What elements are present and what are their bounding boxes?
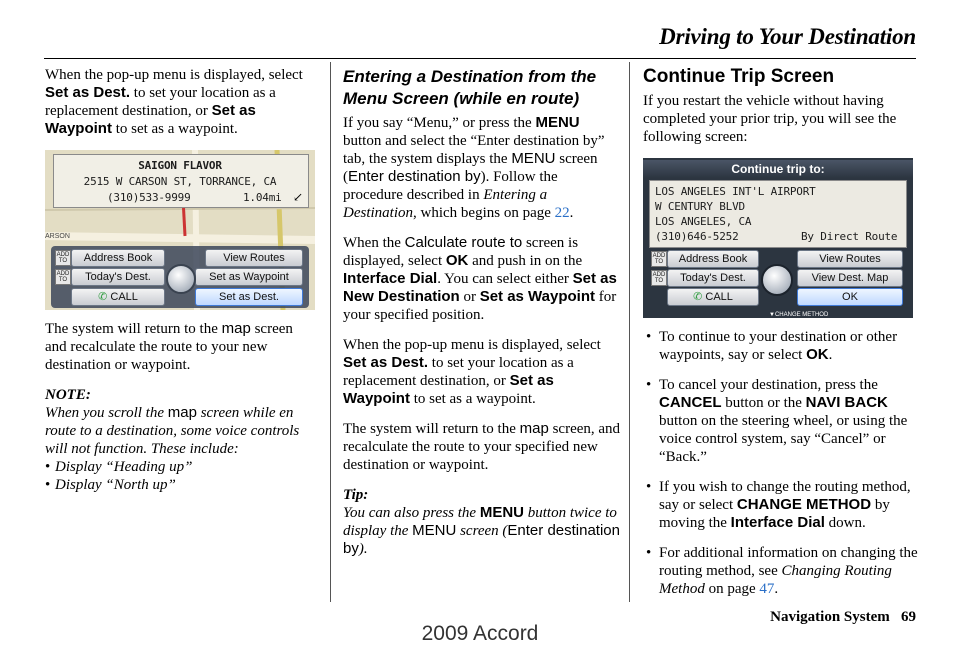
- list-item: • Display “Heading up”: [45, 458, 317, 476]
- change-method-hint[interactable]: ▼CHANGE METHOD: [769, 312, 829, 318]
- route-method: By Direct Route: [801, 230, 898, 243]
- tip-text: You can also press the MENU button twice to display the MENU screen (Enter destination by).: [343, 504, 620, 557]
- section-heading-menu-screen: Entering a Destination from the Menu Screen (while en route): [343, 67, 597, 108]
- watermark: 2009 Accord: [421, 622, 539, 645]
- todays-dest-button[interactable]: Today's Dest.: [667, 269, 759, 287]
- phone-icon: ✆: [693, 291, 703, 303]
- tip-block: [343, 486, 621, 558]
- column-3: [643, 66, 918, 610]
- list-item: • For additional information on changing the routing method, see Changing Routing Method on page 47.: [643, 544, 918, 598]
- list-item: • To cancel your destination, press the CANCEL button or the NAVI BACK button on the steering wheel, or using the voice control system, say “Cancel” or “Back.”: [643, 376, 918, 466]
- column-1: [45, 66, 317, 494]
- page-link-22[interactable]: 22: [554, 205, 570, 221]
- popup-menu-paragraph: When the pop-up menu is displayed, select Set as Dest. to set your location as a replacement destination, or Set as Waypoint to set as a waypoint.: [45, 67, 303, 137]
- destination-city: LOS ANGELES, CA: [655, 215, 752, 228]
- page-number: 69: [901, 609, 916, 625]
- page-title: Driving to Your Destination: [659, 24, 916, 49]
- popup-menu-paragraph-2: When the pop-up menu is displayed, select Set as Dest. to set your location as a replacement destination, or Set as Waypoint to set as a waypoint.: [343, 337, 601, 407]
- list-item: • If you wish to change the routing method, say or select CHANGE METHOD by moving the Interface Dial down.: [643, 478, 918, 532]
- add-to-icon: ADD TO: [56, 252, 70, 264]
- set-as-dest-button[interactable]: Set as Dest.: [195, 288, 303, 306]
- call-button[interactable]: ✆ CALL: [71, 288, 165, 306]
- view-dest-map-button[interactable]: View Dest. Map: [797, 269, 903, 287]
- continue-trip-title: Continue trip to:: [643, 160, 913, 178]
- continue-trip-bullets: [643, 328, 918, 598]
- page-link-47[interactable]: 47: [759, 581, 775, 597]
- set-as-waypoint-button[interactable]: Set as Waypoint: [195, 268, 303, 286]
- todays-dest-button[interactable]: Today's Dest.: [71, 268, 165, 286]
- view-routes-button[interactable]: View Routes: [205, 249, 303, 267]
- ok-button[interactable]: OK: [797, 288, 903, 306]
- address-book-button[interactable]: Address Book: [71, 249, 165, 267]
- add-to-icon: ADD TO: [652, 253, 666, 265]
- column-divider-2: [629, 62, 630, 602]
- phone-icon: ✆: [98, 291, 108, 303]
- column-divider-1: [330, 62, 331, 602]
- column-2: [343, 66, 621, 558]
- destination-name: LOS ANGELES INT'L AIRPORT: [655, 185, 816, 198]
- address-book-button[interactable]: Address Book: [667, 250, 759, 268]
- direction-arrow-icon: ↙: [293, 190, 304, 204]
- list-item: • Display “North up”: [45, 476, 317, 494]
- return-to-map-paragraph: The system will return to the map screen and recalculate the route to your new destination or waypoint.: [45, 320, 293, 373]
- place-phone: (310)533-9999: [107, 191, 191, 204]
- place-address: 2515 W CARSON ST, TORRANCE, CA: [83, 175, 277, 188]
- return-to-map-paragraph-2: The system will return to the map screen, and recalculate the route to your specified new destination or waypoint.: [343, 420, 621, 473]
- list-item: • To continue to your destination or other waypoints, say or select OK.: [643, 328, 918, 364]
- footer-section: Navigation System: [770, 609, 890, 625]
- calculate-route-paragraph: When the Calculate route to screen is displayed, select OK and push in on the Interface Dial. You can select either Set as New Destination or Set as Waypoint for your specified position.: [343, 234, 617, 323]
- interface-dial-icon: [761, 264, 793, 296]
- add-to-icon: ADD TO: [652, 272, 666, 284]
- add-to-icon: ADD TO: [56, 271, 70, 283]
- header-rule: [44, 58, 916, 59]
- tip-label: Tip:: [343, 487, 369, 503]
- note-block: [45, 386, 317, 494]
- menu-paragraph: If you say “Menu,” or press the MENU button and select the “Enter destination by” tab, the system displays the MENU screen (Enter destination by). Follow the procedure described in Entering a Destination, which begins on page 22.: [343, 114, 605, 221]
- interface-dial-icon: [166, 264, 196, 294]
- popup-menu-screenshot: [45, 150, 315, 310]
- continue-trip-screenshot: [643, 158, 913, 318]
- place-distance: 1.04mi: [243, 191, 282, 204]
- section-heading-continue-trip: Continue Trip Screen: [643, 66, 835, 87]
- destination-phone: (310)646-5252: [655, 230, 739, 243]
- note-list: [45, 458, 317, 494]
- map-street-label: ARSON: [45, 233, 70, 240]
- place-name: SAIGON FLAVOR: [138, 159, 222, 172]
- note-text: When you scroll the map screen while en route to a destination, some voice controls will not function. These include:: [45, 404, 300, 457]
- down-arrow-icon: ▼: [769, 312, 775, 318]
- destination-street: W CENTURY BLVD: [655, 200, 745, 213]
- call-button[interactable]: ✆ CALL: [667, 288, 759, 306]
- continue-trip-intro: If you restart the vehicle without having completed your prior trip, you will see the following screen:: [643, 93, 897, 145]
- note-label: NOTE:: [45, 387, 91, 403]
- view-routes-button[interactable]: View Routes: [797, 250, 903, 268]
